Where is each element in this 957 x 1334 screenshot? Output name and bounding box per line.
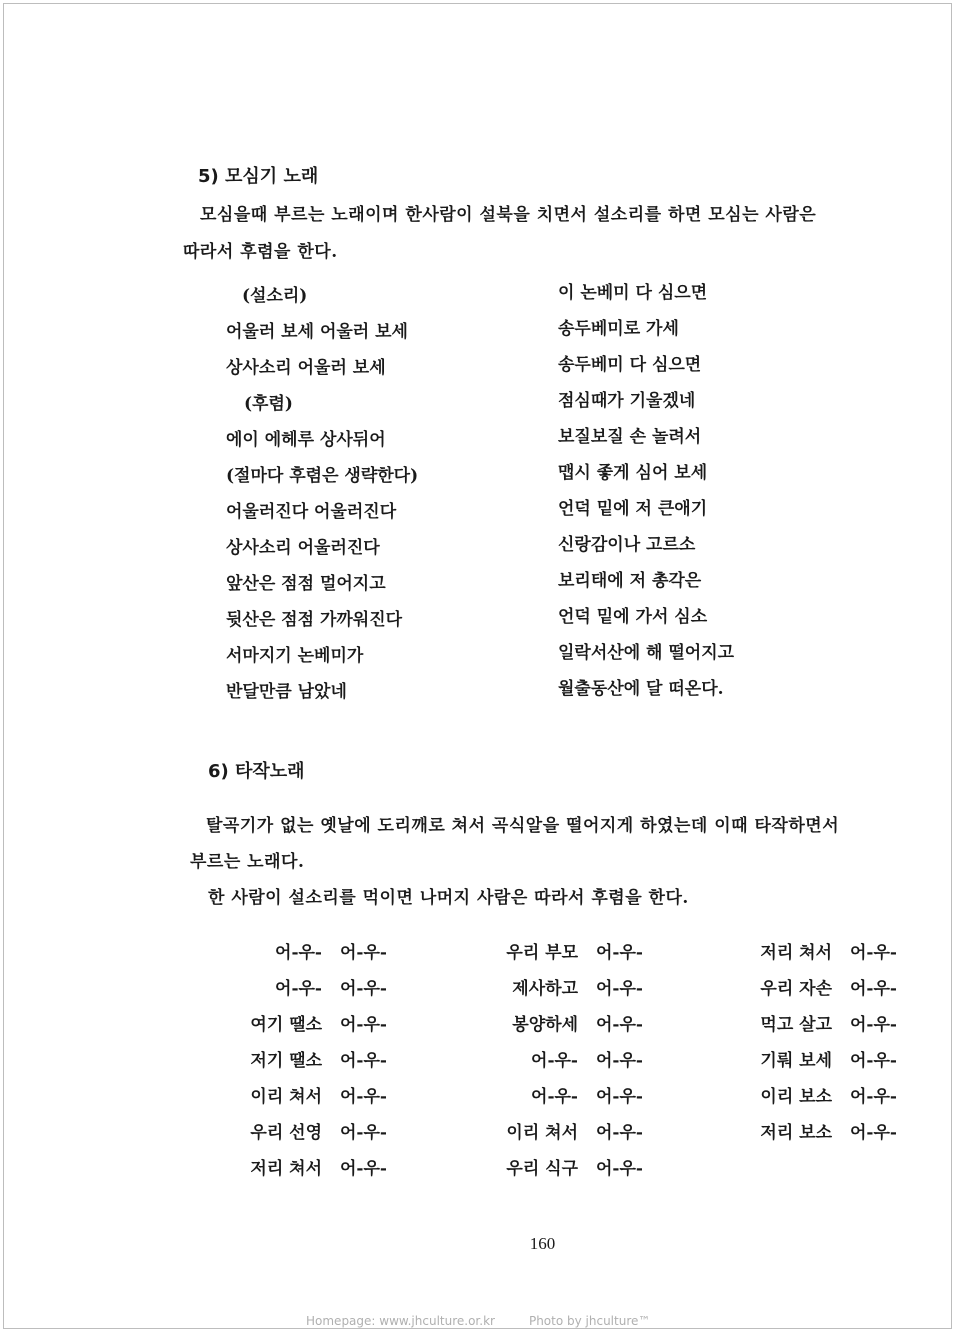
verse-line: 반달만큼 남았네 [226, 682, 347, 702]
chant-column-1 [200, 935, 387, 1187]
chant-refrain: 어-우- [596, 1087, 643, 1107]
chant-refrain: 어-우- [850, 1087, 897, 1107]
chant-row [708, 1043, 897, 1079]
chant-lead: 우리 자손 [760, 979, 832, 999]
footer-homepage: Homepage: www.jhculture.or.kr [306, 1314, 495, 1328]
verse-line: 언덕 밑에 가서 심소 [558, 607, 708, 627]
footer-photo-credit: Photo by jhculture™ [528, 1314, 651, 1328]
chant-column-3 [708, 935, 897, 1151]
verse-line: 어울러 보세 어울러 보세 [226, 322, 408, 342]
verse-line: 보리태에 저 총각은 [558, 571, 702, 591]
chant-lead: 우리 식구 [506, 1159, 578, 1179]
page-number: 160 [529, 1234, 556, 1253]
chant-row [708, 935, 897, 971]
chant-lead: 저리 쳐서 [250, 1159, 322, 1179]
chant-lead: 우리 선영 [250, 1123, 322, 1143]
chant-lead: 저리 보소 [760, 1123, 832, 1143]
chant-refrain: 어-우- [596, 1015, 643, 1035]
chant-lead: 어-우- [275, 979, 322, 999]
verse-line: 앞산은 점점 멀어지고 [226, 574, 386, 594]
section5-intro-line1: 모심을때 부르는 노래이며 한사람이 설북을 치면서 설소리를 하면 모심는 사람은 [200, 205, 817, 225]
verse-line: (설소리) [242, 286, 308, 306]
chant-lead: 제사하고 [512, 979, 578, 999]
section6-intro-line2: 부르는 노래다. [190, 852, 305, 872]
chant-row [200, 1007, 387, 1043]
chant-row [200, 1079, 387, 1115]
footer-credit [306, 1314, 650, 1328]
chant-lead: 저리 쳐서 [760, 943, 832, 963]
verse-line: 뒷산은 점점 가까워진다 [226, 610, 403, 630]
verse-line: 일락서산에 해 떨어지고 [558, 643, 735, 663]
chant-refrain: 어-우- [596, 1159, 643, 1179]
chant-lead: 기뤄 보세 [760, 1051, 832, 1071]
section6-intro-line1: 탈곡기가 없는 옛날에 도리깨로 쳐서 곡식알을 떨어지게 하였는데 이때 타작하면서 [206, 816, 840, 836]
chant-refrain: 어-우- [850, 1123, 897, 1143]
verse-line: 맵시 좋게 심어 보세 [558, 463, 708, 483]
chant-row [200, 1043, 387, 1079]
chant-lead: 이리 보소 [760, 1087, 832, 1107]
verse-line: (절마다 후렴은 생략한다) [226, 466, 419, 486]
verse-line: 월출동산에 달 떠온다. [558, 679, 724, 699]
chant-lead: 우리 부모 [506, 943, 578, 963]
chant-row [708, 1079, 897, 1115]
chant-row [454, 1007, 643, 1043]
section5-intro-line2: 따라서 후렴을 한다. [183, 242, 338, 262]
chant-refrain: 어-우- [850, 1051, 897, 1071]
chant-lead: 봉양하세 [512, 1015, 578, 1035]
chant-row [454, 971, 643, 1007]
chant-row [200, 1115, 387, 1151]
chant-refrain: 어-우- [850, 979, 897, 999]
verse-line: 송두베미 다 심으면 [558, 355, 702, 375]
verse-line: (후렴) [244, 394, 293, 414]
chant-row [708, 1007, 897, 1043]
chant-lead: 이리 쳐서 [250, 1087, 322, 1107]
chant-refrain: 어-우- [850, 1015, 897, 1035]
chant-lead: 여기 땔소 [250, 1015, 322, 1035]
chant-refrain: 어-우- [596, 943, 643, 963]
chant-refrain: 어-우- [340, 943, 387, 963]
chant-column-2 [454, 935, 643, 1187]
verse-line: 송두베미로 가세 [558, 319, 679, 339]
verse-line: 상사소리 어울러진다 [226, 538, 380, 558]
verse-line: 이 논베미 다 심으면 [558, 283, 708, 303]
section5-right-verse [558, 275, 734, 707]
chant-refrain: 어-우- [596, 979, 643, 999]
chant-lead: 어-우- [275, 943, 322, 963]
chant-refrain: 어-우- [596, 1123, 643, 1143]
chant-row [454, 1043, 643, 1079]
chant-refrain: 어-우- [340, 1159, 387, 1179]
chant-row [454, 1079, 643, 1115]
chant-refrain: 어-우- [340, 1015, 387, 1035]
section5-left-verse [226, 278, 418, 710]
chant-refrain: 어-우- [340, 1051, 387, 1071]
chant-row [708, 1115, 897, 1151]
chant-row [200, 935, 387, 971]
verse-line: 상사소리 어울러 보세 [226, 358, 386, 378]
chant-row [200, 1151, 387, 1187]
chant-row [454, 935, 643, 971]
section6-title: 6) 타작노래 [208, 761, 305, 782]
verse-line: 서마지기 논베미가 [226, 646, 364, 666]
verse-line: 보질보질 손 놀려서 [558, 427, 702, 447]
chant-row [708, 971, 897, 1007]
chant-row [200, 971, 387, 1007]
chant-row [454, 1151, 643, 1187]
chant-refrain: 어-우- [596, 1051, 643, 1071]
verse-line: 에이 에헤루 상사뒤어 [226, 430, 386, 450]
chant-refrain: 어-우- [850, 943, 897, 963]
chant-lead: 어-우- [531, 1051, 578, 1071]
chant-refrain: 어-우- [340, 1123, 387, 1143]
verse-line: 점심때가 기울겠네 [558, 391, 696, 411]
chant-lead: 먹고 살고 [760, 1015, 832, 1035]
chant-lead: 저기 땔소 [250, 1051, 322, 1071]
chant-refrain: 어-우- [340, 979, 387, 999]
verse-line: 신랑감이나 고르소 [558, 535, 696, 555]
chant-row [454, 1115, 643, 1151]
section6-intro-line3: 한 사람이 설소리를 먹이면 나머지 사람은 따라서 후렴을 한다. [208, 888, 689, 908]
verse-line: 언덕 밑에 저 큰애기 [558, 499, 708, 519]
section5-title: 5) 모심기 노래 [198, 166, 319, 187]
chant-refrain: 어-우- [340, 1087, 387, 1107]
verse-line: 어울러진다 어울러진다 [226, 502, 397, 522]
chant-lead: 이리 쳐서 [506, 1123, 578, 1143]
chant-lead: 어-우- [531, 1087, 578, 1107]
